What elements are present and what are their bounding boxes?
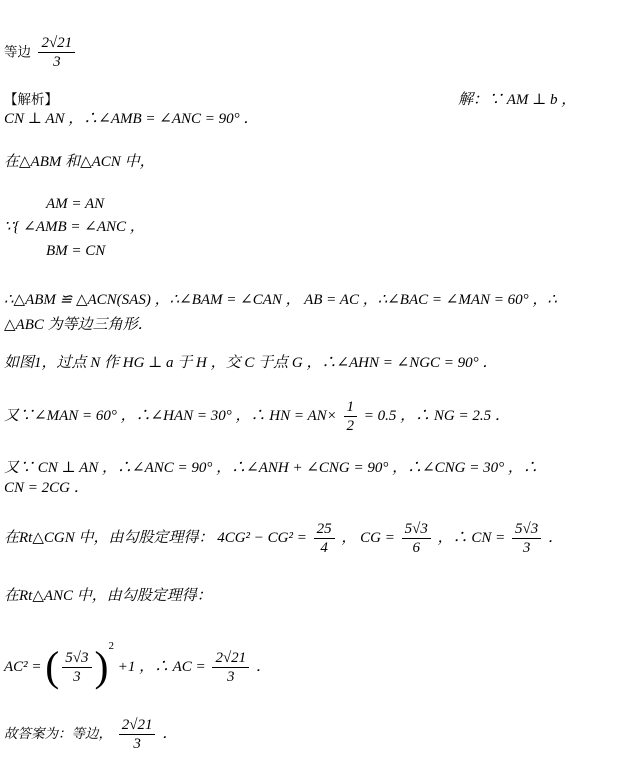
system-eq-3: BM = CN bbox=[46, 243, 106, 259]
fraction-ac: $\frac{2√21}{3}$ bbox=[212, 649, 249, 686]
answer-line bbox=[4, 34, 78, 71]
analysis-tag: 【解析】 bbox=[4, 92, 58, 108]
half-fraction: $\frac{1}{2}$ bbox=[344, 398, 358, 435]
fraction-cn: $\frac{5√3}{3}$ bbox=[512, 520, 541, 557]
analysis-line-11: 在Rt△CGN 中，由勾股定理得： 4CG² − CG² = $\frac{25}{4}$ ， CG = $\frac{5√3}{6}$ ，∴ CN = $\frac{5√3}{3}$ ． bbox=[4, 521, 563, 556]
analysis-line-7: 如图1，过点 N 作 HG ⊥ a 于 H ，交 C 于点 G ，∴∠AHN = ∠NGC = 90° ． bbox=[4, 355, 498, 371]
analysis-line-13: AC² = ( $\frac{5√3}{3}$ )$^2$ +1 ，∴ AC = $\frac{2√21}{3}$ ． bbox=[4, 640, 271, 691]
fraction-25-4: $\frac{25}{4}$ bbox=[314, 520, 335, 557]
square-exponent: 2 bbox=[108, 640, 115, 652]
system-eq-2: ∵{ ∠AMB = ∠ANC ， bbox=[4, 219, 145, 235]
final-answer-line: 故答案为：等边， $\frac{2√21}{3}$ ． bbox=[4, 717, 178, 752]
final-fraction: $\frac{2√21}{3}$ bbox=[119, 716, 156, 753]
fraction-ac-inner: $\frac{5√3}{3}$ bbox=[62, 649, 91, 686]
analysis-line-5: ∴△ABM ≌ △ACN(SAS) ，∴∠BAM = ∠CAN ， AB = AC ，∴∠BAC = ∠MAN = 60° ，∴ bbox=[4, 292, 557, 308]
left-paren: ( bbox=[45, 644, 60, 691]
analysis-line-6: △ABC 为等边三角形． bbox=[4, 317, 153, 333]
analysis-line-12: 在Rt△ANC 中，由勾股定理得： bbox=[4, 588, 212, 604]
analysis-line-9: 又∵ CN ⊥ AN ，∴∠ANC = 90° ，∴∠ANH + ∠CNG = 90° ，∴∠CNG = 30° ，∴ bbox=[4, 460, 538, 476]
analysis-line-8: 又∵∠MAN = 60° ，∴∠HAN = 30° ，∴ HN = AN× $\frac{1}{2}$ = 0.5 ，∴ NG = 2.5 ． bbox=[4, 399, 510, 434]
right-paren: ) bbox=[94, 644, 109, 691]
analysis-line-10: CN = 2CG ． bbox=[4, 480, 89, 496]
answer-fraction: $\frac{2√21}{3}$ bbox=[38, 34, 75, 71]
analysis-line-3: 在△ABM 和△ACN 中， bbox=[4, 154, 155, 170]
analysis-line-1: 解：∵ AM ⊥ b ， bbox=[458, 92, 577, 108]
system-eq-1: AM = AN bbox=[46, 196, 105, 212]
fraction-cg: $\frac{5√3}{6}$ bbox=[402, 520, 431, 557]
analysis-line-2: CN ⊥ AN ，∴∠AMB = ∠ANC = 90° ． bbox=[4, 111, 259, 127]
answer-label: 等边 bbox=[4, 44, 31, 61]
